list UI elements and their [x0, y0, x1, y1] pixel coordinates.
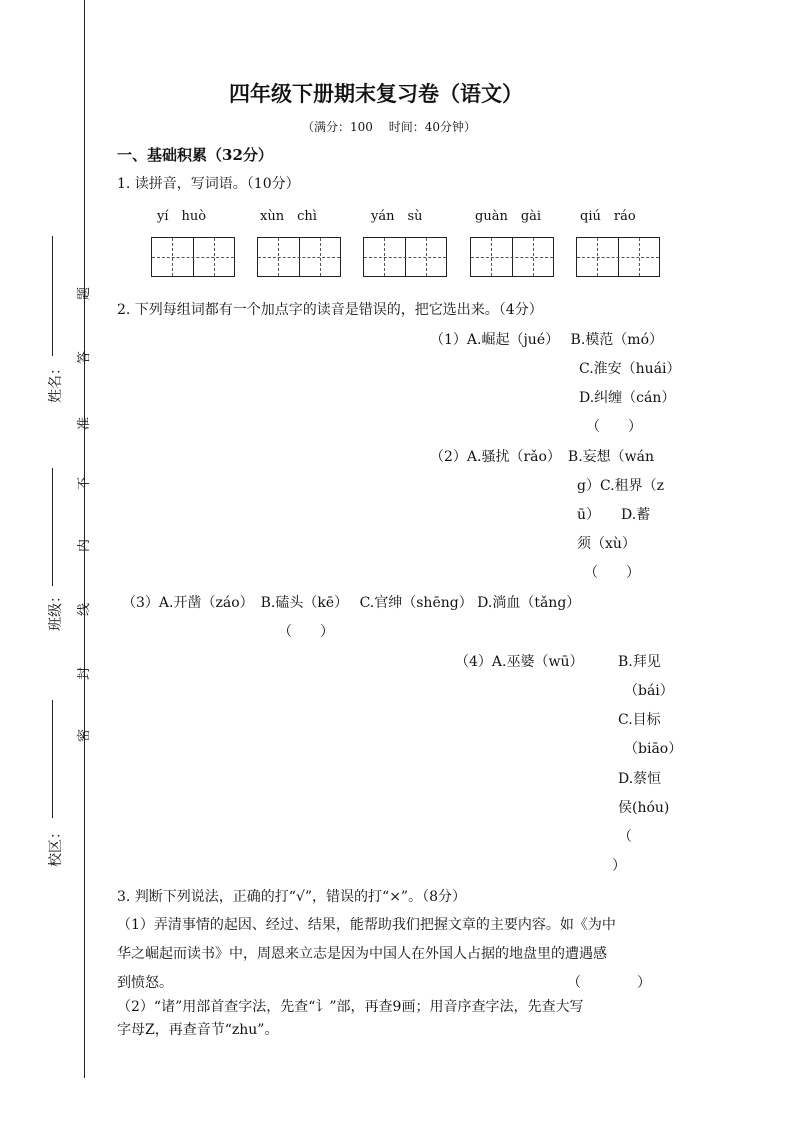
- exam-info: （满分：100 时间：40分钟）: [302, 120, 476, 134]
- q3-item1-line: 华之崛起而读书》中，周恩来立志是因为中国人在外国人占据的地盘里的遭遇感: [117, 946, 607, 962]
- q3-item2-line: （2）“诸”用部首查字法，先查“讠”部，再查9画；用音序查字法，先查大写: [117, 999, 584, 1015]
- name-blank: [52, 236, 53, 356]
- pinyin-2: xùn chì: [260, 209, 317, 224]
- writing-grid-5[interactable]: [576, 237, 660, 277]
- answer-paren[interactable]: （ ）: [584, 565, 640, 581]
- seal-char: 题: [77, 286, 93, 301]
- section-heading: 一、基础积累（32分）: [117, 146, 273, 164]
- q2-group2-line: 须（xù）: [577, 536, 636, 552]
- seal-char: 不: [77, 476, 93, 491]
- answer-paren-close[interactable]: ）: [612, 858, 626, 874]
- q2-group2-line: g）C.租界（z: [577, 478, 665, 494]
- answer-paren[interactable]: （ ）: [278, 624, 334, 640]
- question-2-prompt: 2. 下列每组词都有一个加点字的读音是错误的，把它选出来。（4分）: [117, 302, 543, 318]
- pinyin-1: yí huò: [157, 209, 207, 224]
- q2-group3-line: （3）A.开凿（záo） B.磕头（kē） C.官绅（shēng） D.淌血（tǎng）: [122, 595, 581, 611]
- class-label: 班级：: [48, 589, 64, 631]
- q2-group4-line: D.蔡恒: [618, 771, 662, 787]
- q2-group4-line: B.拜见: [618, 654, 661, 670]
- seal-char: 封: [77, 666, 93, 681]
- campus-label: 校区：: [48, 825, 64, 867]
- q3-item1-line: （1）弄清事情的起因、经过、结果，能帮助我们把握文章的主要内容。如《为中: [117, 917, 616, 933]
- pinyin-4: guàn gài: [475, 209, 542, 224]
- q2-group1-line: （1）A.崛起（jué） B.模范（mó）: [430, 332, 664, 348]
- seal-char: 准: [77, 416, 93, 431]
- seal-char: 密: [77, 728, 93, 743]
- seal-char: 内: [77, 538, 93, 553]
- q3-item2-line: 字母Z，再查音节“zhu”。: [117, 1022, 279, 1038]
- q2-group4-line: （biāo）: [624, 741, 683, 757]
- pinyin-3: yán sù: [371, 209, 423, 224]
- q3-item1-line: 到愤怒。: [117, 975, 173, 991]
- answer-paren[interactable]: （ ）: [586, 419, 642, 435]
- q2-group1-line: C.淮安（huái）: [579, 361, 681, 377]
- q2-group2-line: ū） D.蓄: [577, 507, 651, 523]
- writing-grid-4[interactable]: [470, 237, 554, 277]
- question-3-prompt: 3. 判断下列说法，正确的打“√”，错误的打“×”。（8分）: [117, 889, 466, 905]
- seal-char: 答: [77, 350, 93, 365]
- question-1-prompt: 1. 读拼音，写词语。（10分）: [117, 176, 300, 192]
- q2-group4-line: （bái）: [624, 683, 674, 699]
- seal-char: 线: [77, 602, 93, 617]
- q2-group2-line: （2）A.骚扰（rǎo） B.妄想（wán: [430, 449, 655, 465]
- q2-group4-line: （4）A.巫婆（wū）: [455, 654, 584, 670]
- writing-grid-1[interactable]: [151, 237, 235, 277]
- answer-paren[interactable]: （ ）: [567, 975, 651, 991]
- class-blank: [52, 468, 53, 586]
- answer-paren-open[interactable]: （: [618, 829, 632, 845]
- pinyin-5: qiú ráo: [580, 209, 636, 224]
- campus-blank: [52, 700, 53, 818]
- q2-group4-line: 侯(hóu): [618, 800, 670, 816]
- q2-group1-line: D.纠缠（cán）: [579, 390, 676, 406]
- writing-grid-3[interactable]: [363, 237, 447, 277]
- writing-grid-2[interactable]: [257, 237, 341, 277]
- page-title: 四年级下册期末复习卷（语文）: [229, 81, 523, 106]
- name-label: 姓名：: [48, 361, 64, 403]
- q2-group4-line: C.目标: [618, 712, 661, 728]
